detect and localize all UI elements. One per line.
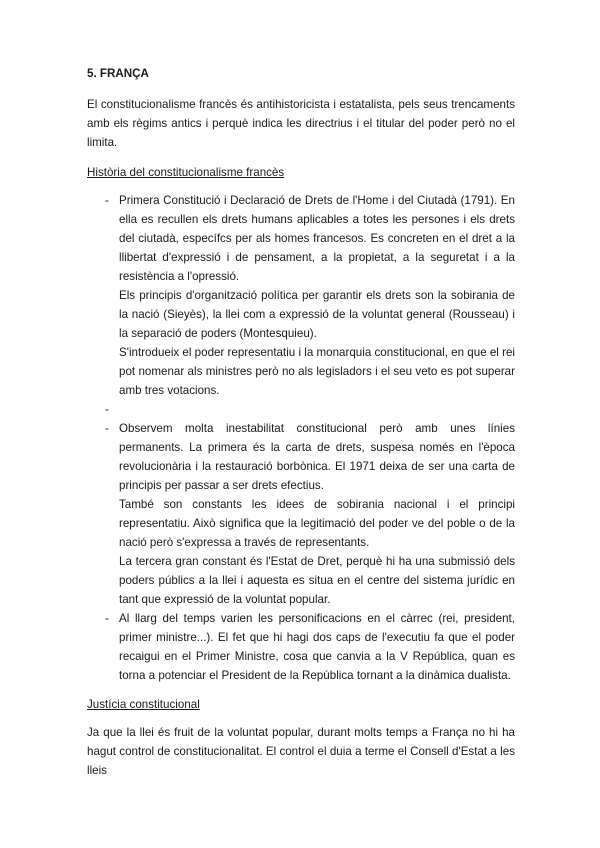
intro-paragraph: El constitucionalisme francès és antihistoricista i estatalista, pels seus trencaments amb els règims antics i perquè indica les directrius i el titular del poder però no el limita.	[87, 98, 515, 149]
bullet-marker: -	[105, 422, 109, 435]
item-paragraph: També son constants les idees de sobirania nacional i el principi representatiu. Això significa que la legitimació del poder ve del poble o de la nació però s'expressa a través de representants.	[119, 498, 515, 549]
list-item	[87, 419, 515, 609]
history-list	[87, 191, 515, 685]
bullet-marker: -	[105, 194, 109, 207]
bullet-marker: -	[105, 403, 109, 416]
justice-paragraph: Ja que la llei és fruit de la voluntat popular, durant molts temps a França no hi ha hagut control de constitucionalitat. El control el duia a terme el Consell d'Estat a les lleis	[87, 726, 515, 777]
item-paragraph: Observem molta inestabilitat constitucional però amb unes línies permanents. La primera és la carta de drets, suspesa només en l'època revolucionària i la restauració borbònica. El 1971 deixa de ser una carta de principis per passar a ser drets efectius.	[119, 422, 515, 492]
list-item	[87, 191, 515, 400]
list-item	[87, 609, 515, 685]
item-paragraph: S'introdueix el poder representatiu i la monarquia constitucional, en que el rei pot nomenar als ministres però no als legisladors i el seu veto es pot superar amb tres votacions.	[119, 346, 515, 397]
item-paragraph: La tercera gran constant és l'Estat de Dret, perquè hi ha una submissió dels poders públics a la llei i aquesta es situa en el centre del sistema jurídic en tant que expressió de la voluntat popular.	[119, 555, 515, 606]
item-paragraph: Al llarg del temps varien les personificacions en el càrrec (rei, president, primer ministre...). El fet que hi hagi dos caps de l'executiu fa que el poder recaigui en el Primer Ministre, cosa que canvia a la V República, quan es torna a potenciar el President de la República tornant a la dinàmica dualista.	[119, 612, 515, 682]
list-item-empty	[87, 400, 515, 419]
document-page	[87, 64, 515, 780]
item-paragraph: Primera Constitució i Declaració de Drets de l'Home i del Ciutadà (1791). En ella es recullen els drets humans aplicables a totes les persones i els drets del ciutadà, específcs per als homes francesos. Es concreten en el dret a la llibertat d'expressió i de pensament, a la propietat, a la seguretat i a la resistència a l'opressió.	[119, 194, 515, 283]
item-paragraph: Els principis d'organització política per garantir els drets son la sobirania de la nació (Sieyès), la llei com a expressió de la voluntat general (Rousseau) i la separació de poders (Montesquieu).	[119, 289, 515, 340]
section-title: 5. FRANÇA	[87, 67, 149, 80]
bullet-marker: -	[105, 612, 109, 625]
justice-heading: Justícia constitucional	[87, 698, 200, 711]
history-heading: Història del constitucionalisme francès	[87, 166, 285, 179]
